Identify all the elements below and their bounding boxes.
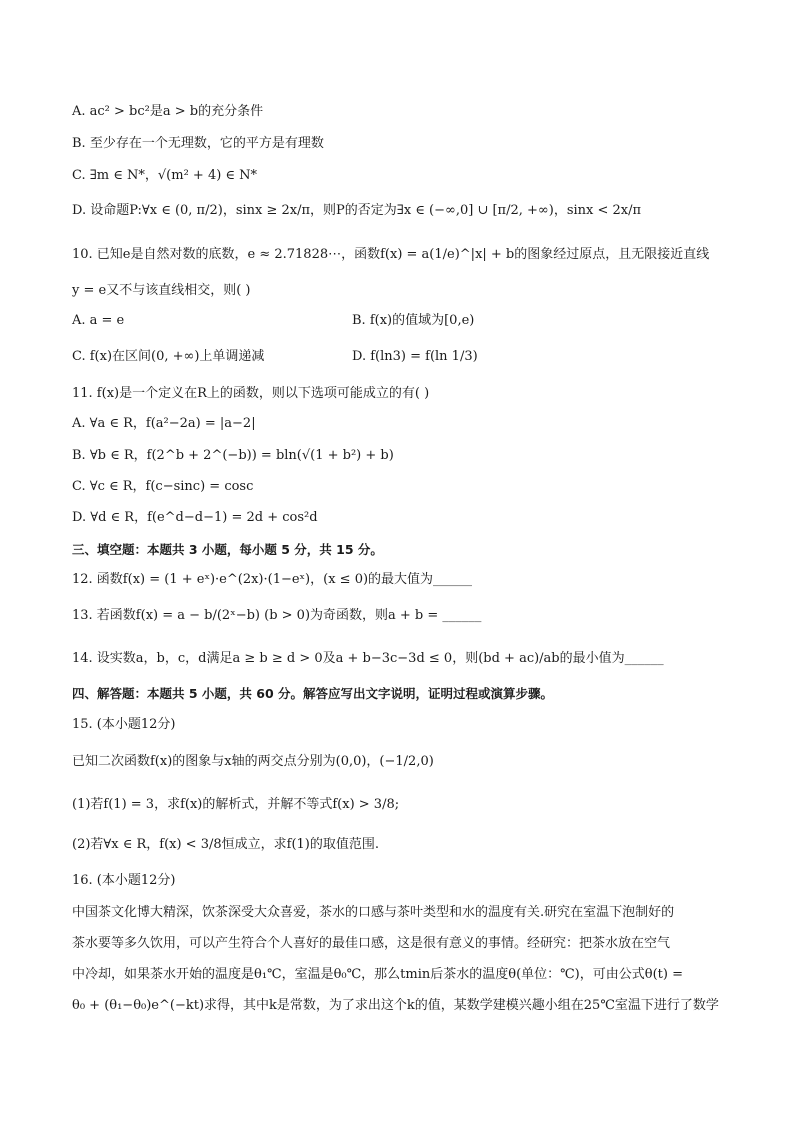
q16-paragraph-line-4: θ₀ + (θ₁−θ₀)e^(−kt)求得，其中k是常数，为了求出这个k的值，某数学建模兴趣小组在25℃室温下进行了数学 xyxy=(72,998,719,1013)
q14: 14. 设实数a，b，c，d满足a ≥ b ≥ d > 0及a + b−3c−3d ≤ 0，则(bd + ac)/ab的最小值为______ xyxy=(72,651,664,666)
section-4-heading: 四、解答题：本题共 5 小题，共 60 分。解答应写出文字说明，证明过程或演算步骤。 xyxy=(72,686,554,701)
section-3-heading: 三、填空题：本题共 3 小题，每小题 5 分，共 15 分。 xyxy=(72,542,383,557)
q10-option-b: B. f(x)的值域为[0,e) xyxy=(352,313,475,328)
q11-option-a: A. ∀a ∈ R，f(a²−2a) = |a−2| xyxy=(72,416,256,431)
q10-option-c: C. f(x)在区间(0, +∞)上单调递减 xyxy=(72,349,265,364)
q16-paragraph-line-1: 中国茶文化博大精深，饮茶深受大众喜爱，茶水的口感与茶叶类型和水的温度有关.研究在室温下泡制好的 xyxy=(72,905,675,920)
q11-stem: 11. f(x)是一个定义在R上的函数，则以下选项可能成立的有( ) xyxy=(72,386,430,401)
q10-stem: 10. 已知e是自然对数的底数，e ≈ 2.71828⋯，函数f(x) = a(1/e)^|x| + b的图象经过原点，且无限接近直线 xyxy=(72,247,710,262)
q12: 12. 函数f(x) = (1 + eˣ)·e^(2x)·(1−eˣ)，(x ≤ 0)的最大值为______ xyxy=(72,572,473,587)
q10-option-d: D. f(ln3) = f(ln 1/3) xyxy=(352,349,478,364)
q10-option-row-2 xyxy=(72,347,734,367)
q15-title: 15. (本小题12分) xyxy=(72,717,176,732)
q11-option-b: B. ∀b ∈ R，f(2^b + 2^(−b)) = bln(√(1 + b²) + b) xyxy=(72,448,394,463)
q15-part-1: (1)若f(1) = 3，求f(x)的解析式，并解不等式f(x) > 3/8; xyxy=(72,797,400,812)
q9-option-d: D. 设命题P:∀x ∈ (0, π/2)，sinx ≥ 2x/π，则P的否定为∃x ∈ (−∞,0] ∪ [π/2, +∞)，sinx < 2x/π xyxy=(72,203,642,218)
q10-option-row-1 xyxy=(72,311,734,331)
q13: 13. 若函数f(x) = a − b/(2ˣ−b) (b > 0)为奇函数，则a + b = ______ xyxy=(72,608,482,623)
q16-title: 16. (本小题12分) xyxy=(72,873,176,888)
q10-option-a: A. a = e xyxy=(72,313,125,328)
q16-paragraph-line-2: 茶水要等多久饮用，可以产生符合个人喜好的最佳口感，这是很有意义的事情。经研究：把茶水放在空气 xyxy=(72,936,671,951)
q9-option-a: A. ac² > bc²是a > b的充分条件 xyxy=(72,104,264,119)
q9-option-c: C. ∃m ∈ N*，√(m² + 4) ∈ N* xyxy=(72,168,258,183)
q11-option-d: D. ∀d ∈ R，f(e^d−d−1) = 2d + cos²d xyxy=(72,510,318,525)
q11-option-c: C. ∀c ∈ R，f(c−sinc) = cosc xyxy=(72,479,254,494)
q15-part-2: (2)若∀x ∈ R，f(x) < 3/8恒成立，求f(1)的取值范围. xyxy=(72,837,379,852)
q16-paragraph-line-3: 中冷却，如果茶水开始的温度是θ₁℃，室温是θ₀℃，那么tmin后茶水的温度θ(单位：℃)，可由公式θ(t) = xyxy=(72,967,683,982)
q9-option-b: B. 至少存在一个无理数，它的平方是有理数 xyxy=(72,136,324,151)
q10-stem-cont: y = e又不与该直线相交，则( ) xyxy=(72,283,251,298)
q15-stem: 已知二次函数f(x)的图象与x轴的两交点分别为(0,0)，(−1/2,0) xyxy=(72,754,434,769)
